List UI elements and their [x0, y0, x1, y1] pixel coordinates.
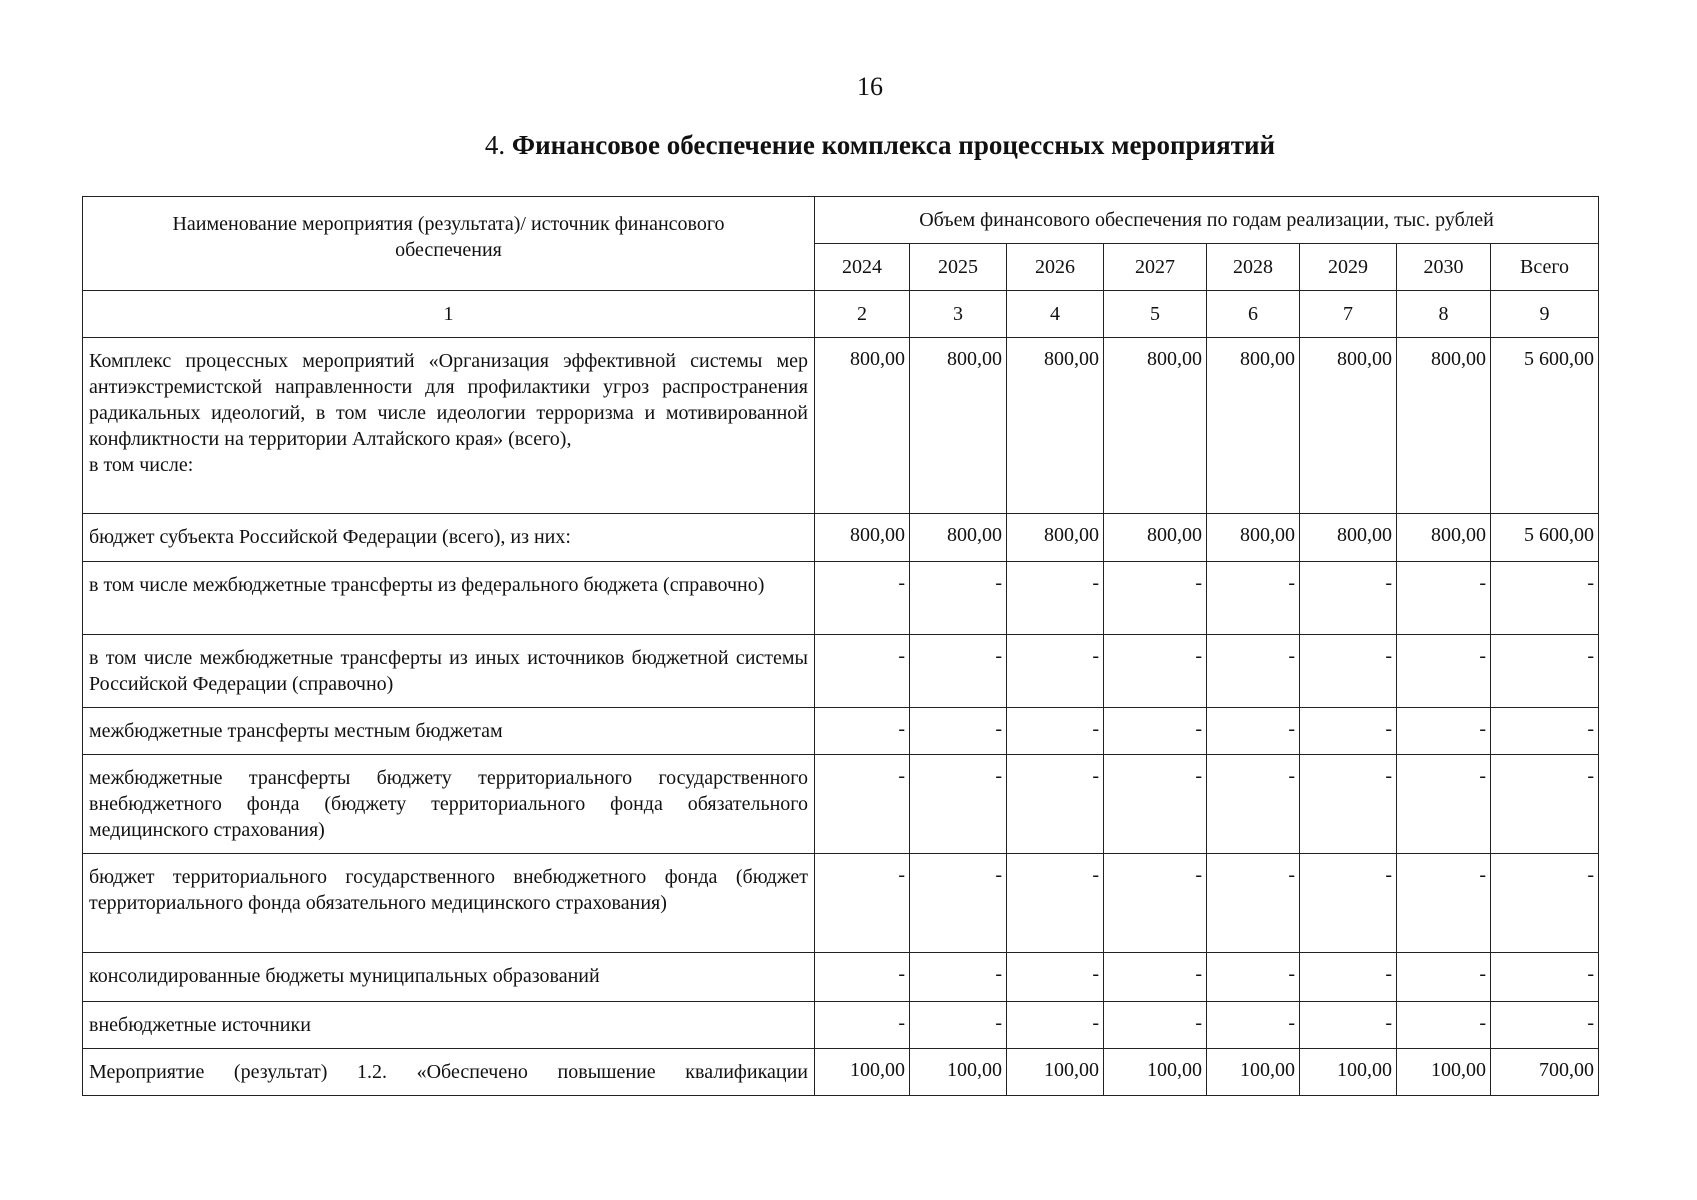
header-year: 2024	[815, 244, 910, 291]
section-number: 4.	[484, 130, 506, 160]
table-row	[83, 953, 1599, 1002]
value-cell: -	[1397, 953, 1491, 1002]
table-row	[83, 755, 1599, 854]
value-cell: 800,00	[1104, 338, 1207, 514]
value-cell: -	[1397, 562, 1491, 635]
table-row	[83, 854, 1599, 953]
value-cell: -	[1397, 708, 1491, 755]
value-cell: 800,00	[1300, 514, 1397, 562]
value-cell: 800,00	[910, 514, 1007, 562]
row-name-main: Комплекс процессных мероприятий «Организация эффективной системы мер антиэкстремистской направленности для профилактики угроз распространения радикальных идеологий, в том числе идеологии терроризма и мотивированной конфликтности на территории Алтайского края» (всего),	[89, 350, 808, 450]
value-cell: -	[815, 562, 910, 635]
header-name-column: Наименование мероприятия (результата)/ источник финансового обеспечения	[83, 197, 815, 291]
value-cell: -	[815, 755, 910, 854]
value-cell: -	[1207, 562, 1300, 635]
column-index: 1	[83, 291, 815, 338]
value-cell: -	[1207, 635, 1300, 708]
value-cell: 100,00	[1207, 1049, 1300, 1096]
header-year: 2025	[910, 244, 1007, 291]
value-cell: 800,00	[1207, 514, 1300, 562]
table-row	[83, 562, 1599, 635]
value-cell: -	[1104, 562, 1207, 635]
value-cell: -	[1007, 562, 1104, 635]
column-index: 6	[1207, 291, 1300, 338]
value-cell: -	[1397, 854, 1491, 953]
value-cell: 100,00	[910, 1049, 1007, 1096]
value-cell: -	[1104, 854, 1207, 953]
value-cell: -	[1300, 562, 1397, 635]
value-cell: 800,00	[910, 338, 1007, 514]
value-cell: -	[1007, 708, 1104, 755]
value-cell: -	[910, 953, 1007, 1002]
value-cell: -	[1300, 755, 1397, 854]
value-cell: -	[1104, 953, 1207, 1002]
value-cell: -	[1300, 953, 1397, 1002]
value-cell: 700,00	[1491, 1049, 1599, 1096]
row-name-tail: в том числе:	[89, 454, 194, 476]
table-row	[83, 1002, 1599, 1049]
value-cell: -	[815, 708, 910, 755]
table-row	[83, 635, 1599, 708]
value-cell: 5 600,00	[1491, 338, 1599, 514]
column-index: 3	[910, 291, 1007, 338]
value-cell: -	[815, 953, 910, 1002]
column-index: 5	[1104, 291, 1207, 338]
value-cell: 100,00	[1104, 1049, 1207, 1096]
value-cell: -	[1300, 854, 1397, 953]
value-cell: -	[1207, 708, 1300, 755]
column-index: 8	[1397, 291, 1491, 338]
section-title-text: Финансовое обеспечение комплекса процессных мероприятий	[511, 130, 1276, 160]
header-year: 2026	[1007, 244, 1104, 291]
row-name: в том числе межбюджетные трансферты из федерального бюджета (справочно)	[83, 562, 815, 635]
column-index: 2	[815, 291, 910, 338]
value-cell: -	[1397, 635, 1491, 708]
value-cell: 800,00	[1300, 338, 1397, 514]
value-cell: -	[910, 562, 1007, 635]
value-cell: -	[1207, 953, 1300, 1002]
value-cell: -	[1491, 708, 1599, 755]
value-cell: 800,00	[1007, 338, 1104, 514]
value-cell: -	[815, 1002, 910, 1049]
value-cell: -	[1207, 1002, 1300, 1049]
value-cell: -	[1491, 953, 1599, 1002]
value-cell: 5 600,00	[1491, 514, 1599, 562]
header-total: Всего	[1491, 244, 1599, 291]
value-cell: -	[1491, 635, 1599, 708]
value-cell: -	[910, 1002, 1007, 1049]
value-cell: -	[1104, 708, 1207, 755]
value-cell: -	[1007, 854, 1104, 953]
value-cell: 800,00	[815, 514, 910, 562]
page-number: 16	[857, 72, 883, 101]
value-cell: 800,00	[1397, 514, 1491, 562]
financing-table	[82, 196, 1599, 1096]
header-year: 2029	[1300, 244, 1397, 291]
column-index: 4	[1007, 291, 1104, 338]
value-cell: 800,00	[1104, 514, 1207, 562]
value-cell: 100,00	[1300, 1049, 1397, 1096]
value-cell: -	[815, 635, 910, 708]
column-index: 9	[1491, 291, 1599, 338]
value-cell: -	[1007, 635, 1104, 708]
section-title	[0, 130, 1697, 161]
value-cell: -	[1007, 755, 1104, 854]
value-cell: -	[815, 854, 910, 953]
value-cell: -	[1300, 1002, 1397, 1049]
header-year: 2028	[1207, 244, 1300, 291]
table-row	[83, 708, 1599, 755]
value-cell: 100,00	[1007, 1049, 1104, 1096]
value-cell: -	[1207, 755, 1300, 854]
value-cell: -	[910, 708, 1007, 755]
value-cell: -	[1104, 1002, 1207, 1049]
value-cell: 800,00	[815, 338, 910, 514]
table-row	[83, 1049, 1599, 1096]
value-cell: -	[1491, 1002, 1599, 1049]
value-cell: -	[1300, 635, 1397, 708]
value-cell: -	[1491, 755, 1599, 854]
table-row	[83, 514, 1599, 562]
row-name: межбюджетные трансферты местным бюджетам	[83, 708, 815, 755]
row-name: в том числе межбюджетные трансферты из иных источников бюджетной системы Российской Федерации (справочно)	[83, 635, 815, 708]
column-index: 7	[1300, 291, 1397, 338]
value-cell: -	[1491, 854, 1599, 953]
value-cell: 800,00	[1007, 514, 1104, 562]
value-cell: 100,00	[1397, 1049, 1491, 1096]
row-name: внебюджетные источники	[83, 1002, 815, 1049]
value-cell: -	[1104, 755, 1207, 854]
value-cell: 100,00	[815, 1049, 910, 1096]
row-name: Мероприятие (результат) 1.2. «Обеспечено повышение квалификации	[83, 1049, 815, 1096]
row-name: бюджет территориального государственного внебюджетного фонда (бюджет территориального фонда обязательного медицинского страхования)	[83, 854, 815, 953]
header-volume-column: Объем финансового обеспечения по годам реализации, тыс. рублей	[815, 197, 1599, 244]
header-year: 2030	[1397, 244, 1491, 291]
value-cell: -	[1397, 755, 1491, 854]
value-cell: -	[1491, 562, 1599, 635]
value-cell: 800,00	[1207, 338, 1300, 514]
row-name: бюджет субъекта Российской Федерации (всего), из них:	[83, 514, 815, 562]
value-cell: -	[910, 854, 1007, 953]
value-cell: 800,00	[1397, 338, 1491, 514]
value-cell: -	[910, 755, 1007, 854]
value-cell: -	[1104, 635, 1207, 708]
row-name: межбюджетные трансферты бюджету территориального государственного внебюджетного фонда (бюджету территориального фонда обязательного медицинского страхования)	[83, 755, 815, 854]
value-cell: -	[1207, 854, 1300, 953]
value-cell: -	[1007, 953, 1104, 1002]
row-name	[83, 338, 815, 514]
row-name: консолидированные бюджеты муниципальных образований	[83, 953, 815, 1002]
table-row	[83, 338, 1599, 514]
value-cell: -	[910, 635, 1007, 708]
header-year: 2027	[1104, 244, 1207, 291]
value-cell: -	[1300, 708, 1397, 755]
value-cell: -	[1397, 1002, 1491, 1049]
value-cell: -	[1007, 1002, 1104, 1049]
